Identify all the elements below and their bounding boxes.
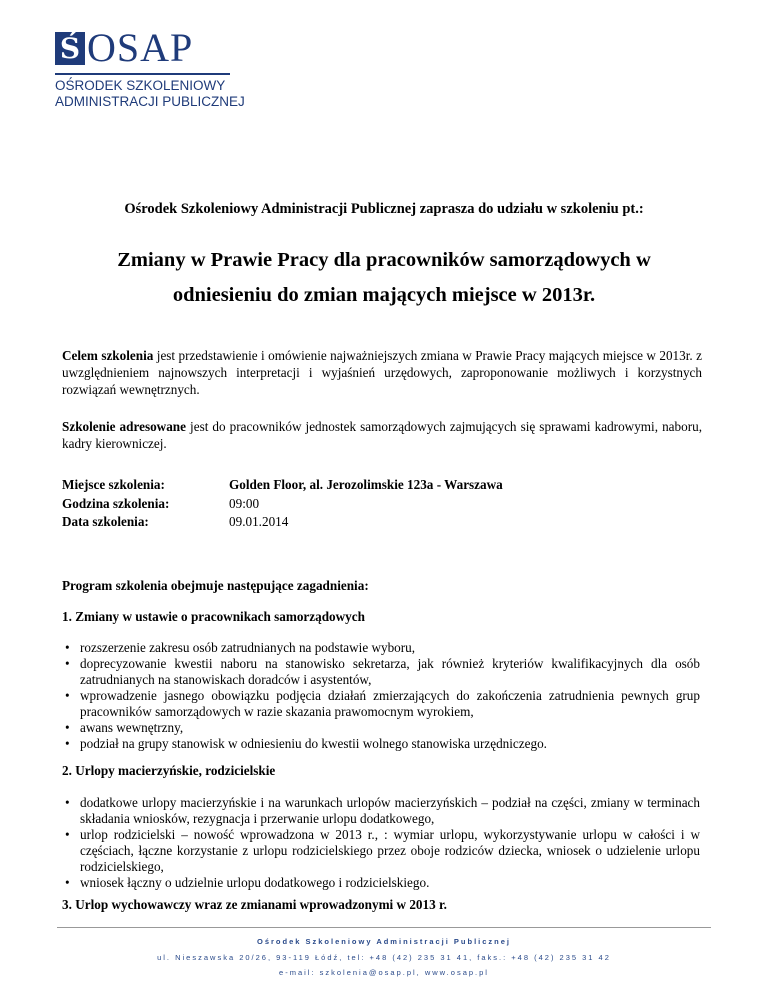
goal-text: jest przedstawienie i omówienie najważniejszych zmiana w Prawie Pracy mających miejsce w 2013r. z uwzględnieniem najnowszych interpretacji i wyjaśnień urzędowych, zaproponowanie możliwych i korzystnych rozwiązań wewnętrznych. — [62, 348, 702, 397]
audience-paragraph — [62, 418, 702, 452]
list-item: • dodatkowe urlopy macierzyńskie i na warunkach urlopów macierzyńskich – podział na części, zmiany w terminach składania wniosków, rezygnacja i przerwanie urlopu dodatkowego, — [62, 795, 700, 827]
logo-s-icon: Ś — [55, 32, 85, 65]
logo-mark — [55, 25, 194, 70]
title-line-2: odniesieniu do zmian mających miejsce w 2013r. — [172, 284, 596, 306]
audience-lead: Szkolenie adresowane — [62, 419, 186, 434]
logo-subtitle-line1: OŚRODEK SZKOLENIOWY — [55, 78, 226, 93]
footer-contact: e-mail: szkolenia@osap.pl, www.osap.pl — [279, 968, 489, 977]
section-1-list — [62, 640, 700, 752]
list-item: • rozszerzenie zakresu osób zatrudnianych na podstawie wyboru, — [62, 640, 700, 656]
time-label: Godzina szkolenia: — [62, 495, 170, 511]
section-2-heading: 2. Urlopy macierzyńskie, rodzicielskie — [62, 763, 276, 778]
logo-subtitle — [55, 78, 315, 110]
list-item: • podział na grupy stanowisk w odniesieniu do kwestii wolnego stanowiska urzędniczego. — [62, 736, 700, 752]
title-line-1: Zmiany w Prawie Pracy dla pracowników samorządowych w — [117, 249, 651, 271]
goal-paragraph — [62, 347, 702, 398]
info-row-time — [62, 496, 503, 515]
intro-text: Ośrodek Szkoleniowy Administracji Publicznej zaprasza do udziału w szkoleniu pt.: — [124, 201, 644, 217]
section-1-heading: 1. Zmiany w ustawie o pracownikach samorządowych — [62, 609, 365, 624]
info-row-place — [62, 477, 503, 496]
logo-underline — [55, 73, 230, 75]
list-item: • wniosek łączny o udzielnie urlopu dodatkowego i rodzicielskiego. — [62, 875, 700, 891]
footer-org-name: Ośrodek Szkoleniowy Administracji Publicznej — [256, 937, 511, 946]
training-info — [62, 477, 503, 533]
logo-subtitle-line2: ADMINISTRACJI PUBLICZNEJ — [55, 94, 245, 109]
audience-text: jest do pracowników jednostek samorządowych zajmujących się sprawami kadrowymi, naboru, kadry kierowniczej. — [62, 419, 702, 451]
footer-divider — [57, 927, 711, 928]
section-3-heading: 3. Urlop wychowawczy wraz ze zmianami wprowadzonymi w 2013 r. — [62, 897, 447, 912]
logo-wordmark: OSAP — [87, 25, 194, 70]
list-item: • doprecyzowanie kwestii naboru na stanowisko sekretarza, jak również kryteriów kwalifikacyjnych dla osób zatrudnianych na stanowiskach doradców i asystentów, — [62, 656, 700, 688]
footer-address: ul. Nieszawska 20/26, 93-119 Łódź, tel: +48 (42) 235 31 41, faks.: +48 (42) 235 31 42 — [157, 953, 611, 962]
list-item: • urlop rodzicielski – nowość wprowadzona w 2013 r., : wymiar urlopu, wykorzystywanie urlopu w całości i w częściach, łączne korzystanie z urlopu rodzicielskiego przez oboje rodziców dziecka, wniosek o udzielenie urlopu rodzicielskiego, — [62, 827, 700, 875]
osap-logo — [55, 25, 245, 109]
time-value: 09:00 — [229, 495, 260, 511]
info-row-date — [62, 514, 503, 533]
goal-lead: Celem szkolenia — [62, 348, 154, 363]
program-heading: Program szkolenia obejmuje następujące zagadnienia: — [62, 578, 369, 593]
training-title — [0, 243, 768, 313]
date-label: Data szkolenia: — [62, 514, 149, 529]
place-value: Golden Floor, al. Jerozolimskie 123a - Warszawa — [229, 477, 503, 492]
date-value: 09.01.2014 — [229, 514, 289, 529]
list-item: • wprowadzenie jasnego obowiązku podjęcia działań zmierzających do zakończenia zatrudnienia pewnych grup pracowników samorządowych w razie skazania prawomocnym wyrokiem, — [62, 688, 700, 720]
list-item: • awans wewnętrzny, — [62, 720, 700, 736]
place-label: Miejsce szkolenia: — [62, 477, 165, 492]
section-2-list — [62, 795, 700, 891]
